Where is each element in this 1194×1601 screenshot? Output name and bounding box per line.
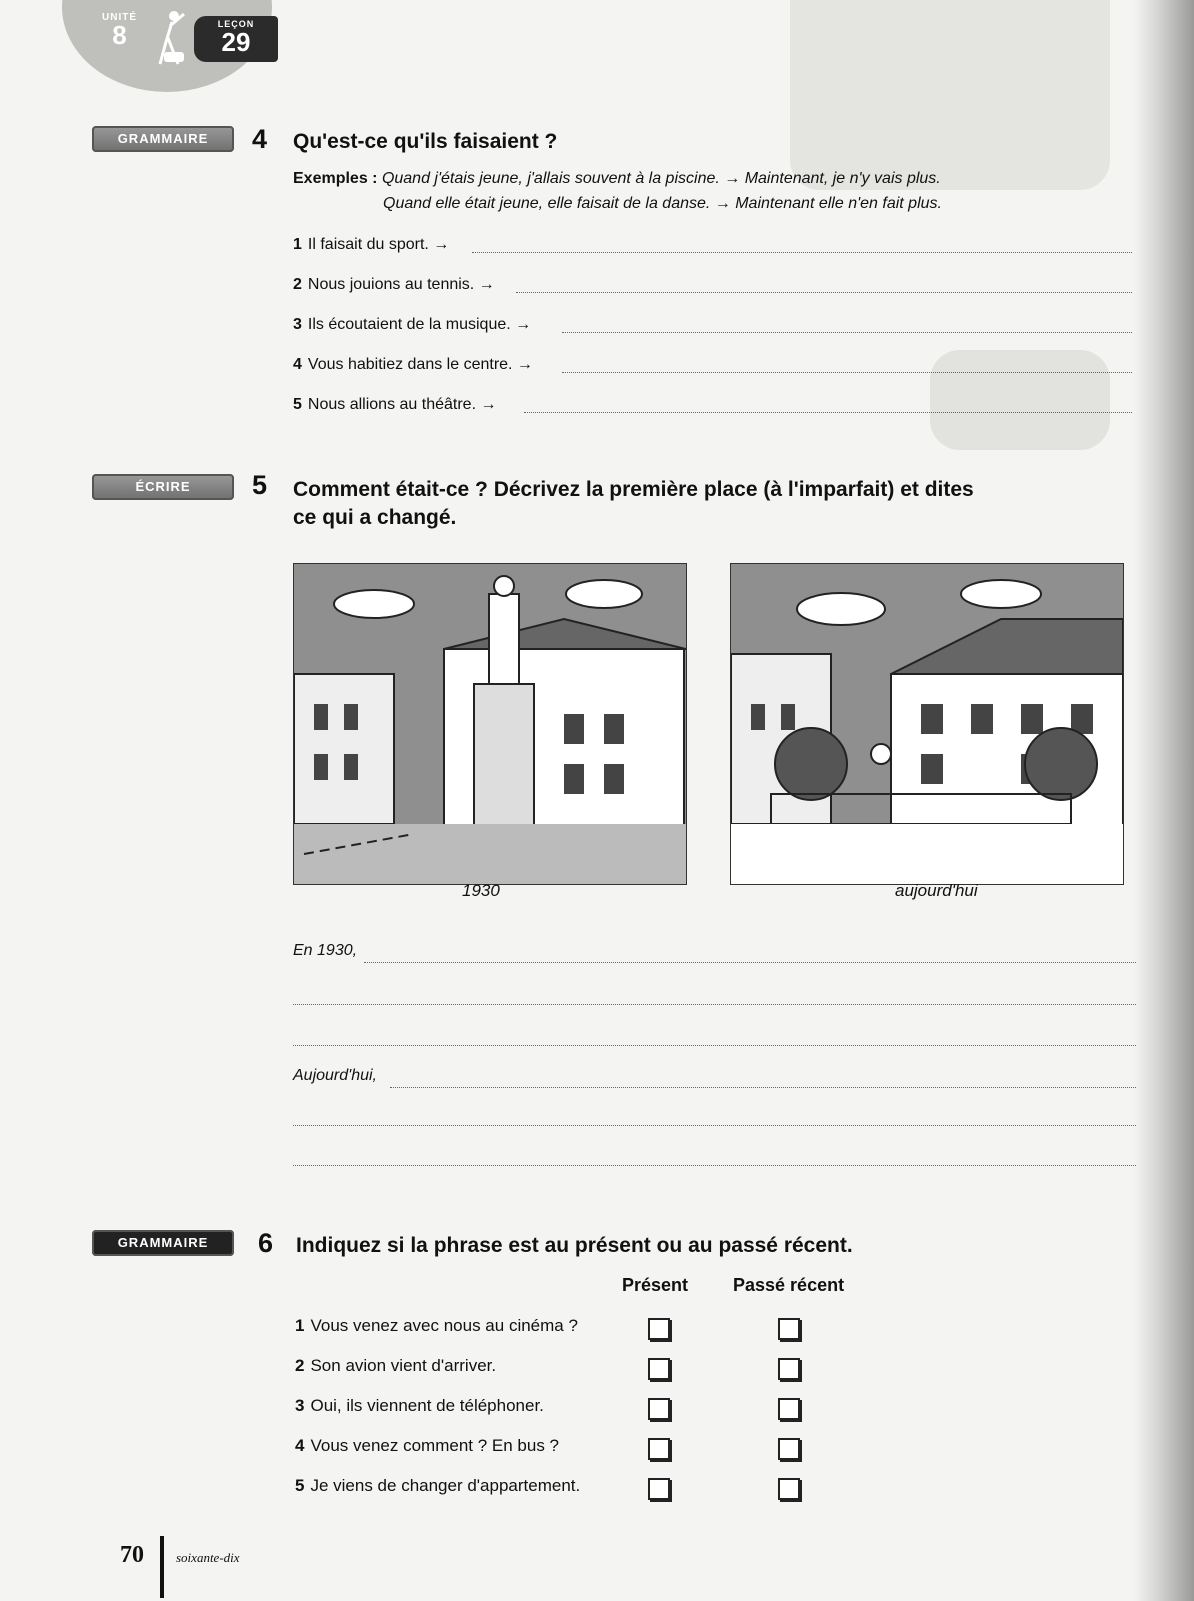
- list-item: 2 Nous jouions au tennis. →: [293, 276, 495, 293]
- answer-line[interactable]: [472, 252, 1132, 253]
- bleed-through-shape-2: [930, 350, 1110, 450]
- footer-divider: [160, 1536, 164, 1598]
- answer-line[interactable]: [293, 1125, 1136, 1126]
- exercise-number: 6: [258, 1228, 274, 1258]
- list-item: 3 Ils écoutaient de la musique. →: [293, 316, 532, 333]
- list-item: 4 Vous habitiez dans le centre. →: [293, 356, 533, 373]
- example-1: Quand j'étais jeune, j'allais souvent à la piscine. → Maintenant, je n'y vais plus.: [381, 170, 941, 187]
- answer-line[interactable]: [562, 332, 1132, 333]
- answer-line[interactable]: [293, 1004, 1136, 1005]
- checkbox-present[interactable]: [648, 1398, 670, 1420]
- answer-line[interactable]: [364, 962, 1136, 963]
- exercise-number: 4: [252, 124, 268, 154]
- examples-label: Exemples :: [293, 170, 378, 187]
- list-item: 4 Vous venez comment ? En bus ?: [295, 1436, 560, 1455]
- list-item: 1 Il faisait du sport. →: [293, 236, 450, 253]
- unit-number: 8: [112, 20, 127, 50]
- answer-line[interactable]: [293, 1165, 1136, 1166]
- ecrire-tag: ÉCRIRE: [92, 474, 234, 500]
- lesson-label: LEÇON: [217, 19, 255, 29]
- lesson-number: 29: [221, 27, 251, 57]
- answer-line[interactable]: [562, 372, 1132, 373]
- examples-block: [293, 166, 942, 216]
- answer-line[interactable]: [293, 1045, 1136, 1046]
- exercise-title: Indiquez si la phrase est au présent ou au passé récent.: [296, 1234, 853, 1257]
- grammaire-tag: GRAMMAIRE: [92, 126, 234, 152]
- unit-badge: [102, 12, 137, 50]
- person-icon: [150, 8, 190, 68]
- picture-square-1930: [293, 563, 687, 885]
- checkbox-passe-recent[interactable]: [778, 1478, 800, 1500]
- lesson-badge: [194, 16, 278, 62]
- exercise-number: 5: [252, 470, 268, 500]
- exercise-title: Qu'est-ce qu'ils faisaient ?: [293, 130, 558, 153]
- caption-left: 1930: [462, 881, 500, 900]
- exercise-title: Comment était-ce ? Décrivez la première place (à l'imparfait) et dites ce qui a changé.: [293, 478, 974, 529]
- checkbox-present[interactable]: [648, 1478, 670, 1500]
- line-start: En 1930,: [293, 942, 358, 959]
- list-item: 3 Oui, ils viennent de téléphoner.: [295, 1396, 544, 1415]
- answer-line[interactable]: [390, 1087, 1136, 1088]
- page-number: 70: [120, 1542, 144, 1568]
- list-item: 5 Je viens de changer d'appartement.: [295, 1476, 581, 1495]
- answer-line[interactable]: [524, 412, 1132, 413]
- list-item: 5 Nous allions au théâtre. →: [293, 396, 497, 413]
- grammaire-tag: GRAMMAIRE: [92, 1230, 234, 1256]
- caption-right: aujourd'hui: [895, 881, 978, 900]
- answer-line[interactable]: [516, 292, 1132, 293]
- unit-label: UNITÉ: [102, 12, 137, 23]
- list-item: 2 Son avion vient d'arriver.: [295, 1356, 497, 1375]
- checkbox-present[interactable]: [648, 1318, 670, 1340]
- page-gutter-shadow: [1134, 0, 1194, 1601]
- picture-square-today: [730, 563, 1124, 885]
- list-item: 1 Vous venez avec nous au cinéma ?: [295, 1316, 578, 1335]
- checkbox-passe-recent[interactable]: [778, 1438, 800, 1460]
- column-present: Présent: [622, 1275, 689, 1295]
- example-2: Quand elle était jeune, elle faisait de la danse. → Maintenant elle n'en fait plus.: [383, 195, 942, 212]
- page-number-words: soixante-dix: [176, 1550, 240, 1565]
- checkbox-present[interactable]: [648, 1438, 670, 1460]
- column-passe-recent: Passé récent: [733, 1275, 845, 1295]
- line-start: Aujourd'hui,: [293, 1067, 377, 1084]
- checkbox-present[interactable]: [648, 1358, 670, 1380]
- bleed-through-shape: [790, 0, 1110, 190]
- checkbox-passe-recent[interactable]: [778, 1358, 800, 1380]
- checkbox-passe-recent[interactable]: [778, 1398, 800, 1420]
- checkbox-passe-recent[interactable]: [778, 1318, 800, 1340]
